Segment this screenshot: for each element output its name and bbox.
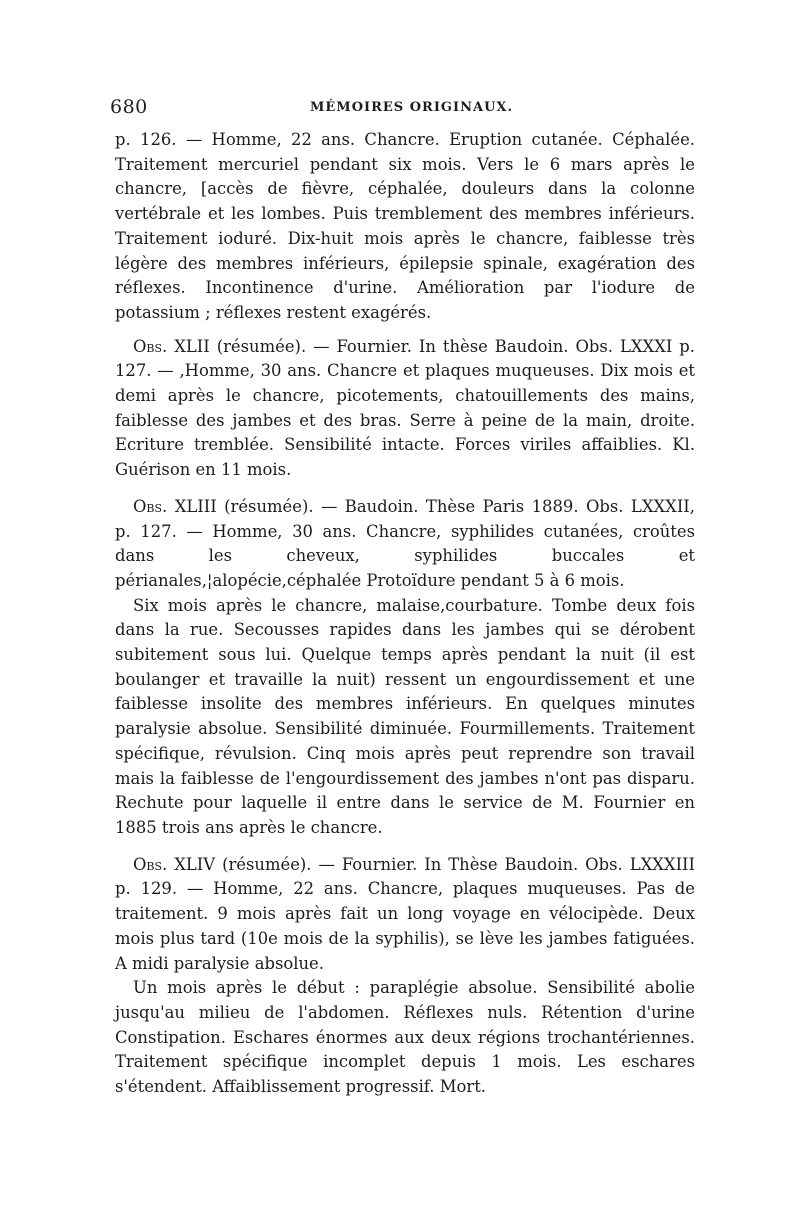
paragraph-text: XLIV (résumée). — Fournier. In Thèse Baudoin. Obs. LXXXIII p. 129. — Homme, 22 ans. Chancre, plaques muqueuses. Pas de traitement. 9 mois après fait un long voyage en vélocipède. Deux mois plus tard (10e mois de la syphilis), se lève les jambes fatiguées. A midi paralysie absolue.	[115, 854, 696, 973]
paragraph-obs-xliii	[115, 495, 695, 594]
paragraph-obs-xliii-continued: Six mois après le chancre, malaise,courbature. Tombe deux fois dans la rue. Secousses rapides dans les jambes qui se dérobent subitement sous lui. Quelque temps après pendant la nuit (il est boulanger et travaille la nuit) ressent un engourdissement et une faiblesse insolite des membres inférieurs. En quelques minutes paralysie absolue. Sensibilité diminuée. Fourmillements. Traitement spécifique, révulsion. Cinq mois après peut reprendre son travail mais la faiblesse de l'engourdissement des jambes n'ont pas disparu. Rechute pour laquelle il entre dans le service de M. Fournier en 1885 trois ans après le chancre.	[115, 595, 695, 837]
obs-label: Obs.	[133, 496, 168, 516]
paragraph-text: XLIII (résumée). — Baudoin. Thèse Paris 1889. Obs. LXXXII, p. 127. — Homme, 30 ans. Chancre, syphilides cutanées, croûtes dans les cheveux, syphilides buccales et périanales,¦alopécie,céphalée Protoïdure pendant 5 à 6 mois.	[115, 496, 695, 590]
paragraph-obs-xliv	[115, 853, 695, 977]
obs-label: Obs.	[133, 854, 168, 874]
page-header	[110, 96, 700, 122]
obs-label: Obs.	[133, 336, 168, 356]
body-text	[115, 128, 695, 1100]
paragraph-obs-xliv-continued: Un mois après le début : paraplégie absolue. Sensibilité abolie jusqu'au milieu de l'abdomen. Réflexes nuls. Rétention d'urine Constipation. Eschares énormes aux deux régions trochantériennes. Traitement spécifique incomplet depuis 1 mois. Les eschares s'étendent. Affaiblissement progressif. Mort.	[115, 978, 695, 1097]
page-number: 680	[110, 96, 148, 118]
paragraph-obs-xlii	[115, 335, 695, 483]
running-head: MÉMOIRES ORIGINAUX.	[310, 100, 514, 115]
paragraph-obs-xli-continued: p. 126. — Homme, 22 ans. Chancre. Eruption cutanée. Céphalée. Traitement mercuriel pendant six mois. Vers le 6 mars après le chancre, [accès de fièvre, céphalée, douleurs dans la colonne vertébrale et les lombes. Puis tremblement des membres inférieurs. Traitement ioduré. Dix-huit mois après le chancre, faiblesse très légère des membres inférieurs, épilepsie spinale, exagération des réflexes. Incontinence d'urine. Amélioration par l'iodure de potassium ; réflexes restent exagérés.	[115, 130, 695, 322]
paragraph-text: XLII (résumée). — Fournier. In thèse Baudoin. Obs. LXXXI p. 127. — ,Homme, 30 ans. Chancre et plaques muqueuses. Dix mois et demi après le chancre, picotements, chatouillements des mains, faiblesse des jambes et des bras. Serre à peine de la main, droite. Ecriture tremblée. Sensibilité intacte. Forces viriles affaiblies. Kl. Guérison en 11 mois.	[115, 336, 695, 480]
